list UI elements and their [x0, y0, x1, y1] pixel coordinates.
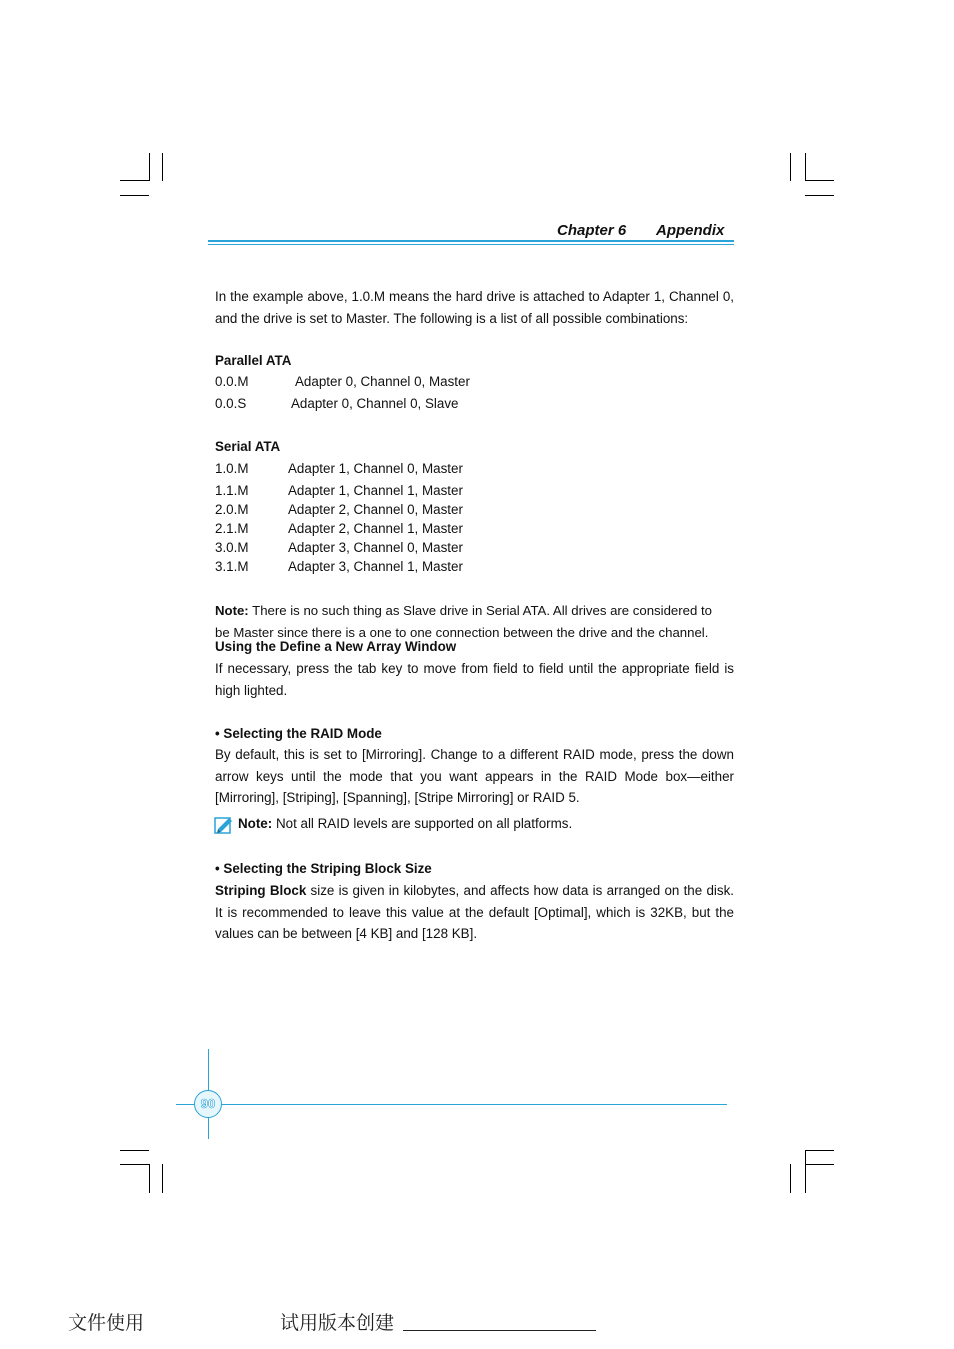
- parallel-code: 0.0.S: [215, 396, 247, 411]
- serial-desc: Adapter 3, Channel 1, Master: [288, 559, 463, 574]
- page-number: 90: [200, 1096, 216, 1111]
- crop-mark-bottom-right-h: [805, 1150, 834, 1151]
- parallel-ata-heading: Parallel ATA: [215, 353, 292, 368]
- raid-mode-heading: • Selecting the RAID Mode: [215, 726, 382, 741]
- serial-ata-heading: Serial ATA: [215, 439, 281, 454]
- crop-mark-top-right-h2: [805, 195, 834, 196]
- serial-desc: Adapter 2, Channel 0, Master: [288, 502, 463, 517]
- chapter-label: Chapter 6: [557, 222, 627, 239]
- footer-left-text: 文件使用: [68, 1312, 145, 1334]
- crop-mark-bottom-right-h2: [805, 1164, 834, 1165]
- define-array-heading: Using the Define a New Array Window: [215, 639, 457, 654]
- serial-code: 3.1.M: [215, 559, 249, 574]
- note-text-1: There is no such thing as Slave drive in Serial ATA. All drives are considered to: [252, 603, 712, 618]
- note-line-1: [215, 603, 712, 618]
- crop-mark-top-left-v2: [162, 153, 163, 181]
- crop-mark-top-left-v: [149, 153, 150, 181]
- note-line-2: be Master since there is a one to one connection between the drive and the channel.: [215, 625, 709, 640]
- crop-mark-top-left-h: [120, 180, 149, 181]
- crop-mark-top-right-v: [790, 153, 791, 181]
- crop-mark-bottom-right-v: [790, 1164, 791, 1193]
- crop-mark-top-right-v2: [805, 153, 806, 181]
- crop-mark-top-right-h: [805, 180, 834, 181]
- raid-note: [238, 816, 572, 831]
- serial-desc: Adapter 1, Channel 1, Master: [288, 483, 463, 498]
- striping-heading: • Selecting the Striping Block Size: [215, 861, 432, 876]
- section-label: Appendix: [656, 222, 725, 239]
- header-rule: [208, 240, 734, 242]
- note-pencil-icon: [214, 815, 234, 834]
- intro-paragraph: In the example above, 1.0.M means the hard drive is attached to Adapter 1, Channel 0, and the drive is set to Master. The following is a list of all possible combinations:: [215, 289, 734, 326]
- define-array-paragraph: If necessary, press the tab key to move from field to field until the appropriate field is high lighted.: [215, 661, 734, 698]
- crop-mark-bottom-left-v: [149, 1164, 150, 1193]
- footer-underline: [403, 1330, 596, 1331]
- serial-code: 1.1.M: [215, 483, 249, 498]
- raid-note-label: Note:: [238, 816, 273, 831]
- serial-desc: Adapter 2, Channel 1, Master: [288, 521, 463, 536]
- striping-text: size is given in kilobytes, and affects how data is arranged on the disk. It is recommended to leave this value at the default [Optimal], which is 32KB, but the values can be between [4 KB] and [128 KB].: [215, 883, 734, 941]
- note-label: Note:: [215, 603, 249, 618]
- serial-desc: Adapter 1, Channel 0, Master: [288, 461, 463, 476]
- parallel-desc: Adapter 0, Channel 0, Slave: [291, 396, 459, 411]
- serial-code: 2.0.M: [215, 502, 249, 517]
- footer-right-text: 试用版本创建: [280, 1312, 395, 1334]
- striping-paragraph: [215, 880, 734, 945]
- serial-code: 3.0.M: [215, 540, 249, 555]
- striping-bold-lead: Striping Block: [215, 883, 307, 898]
- parallel-code: 0.0.M: [215, 374, 249, 389]
- parallel-desc: Adapter 0, Channel 0, Master: [295, 374, 470, 389]
- serial-code: 1.0.M: [215, 461, 249, 476]
- serial-code: 2.1.M: [215, 521, 249, 536]
- raid-mode-paragraph: By default, this is set to [Mirroring]. Change to a different RAID mode, press the down arrow keys until the mode that you want appears in the RAID Mode box—either [Mirroring], [Striping], [Spanning], [Stripe Mirroring] or RAID 5.: [215, 747, 734, 805]
- serial-desc: Adapter 3, Channel 0, Master: [288, 540, 463, 555]
- page-number-hline: [176, 1104, 727, 1105]
- crop-mark-top-left-h2: [120, 195, 149, 196]
- crop-mark-bottom-left-h2: [120, 1164, 149, 1165]
- raid-note-text: Not all RAID levels are supported on all platforms.: [275, 816, 573, 831]
- crop-mark-bottom-left-v2: [162, 1164, 163, 1193]
- crop-mark-bottom-right-v2: [805, 1150, 806, 1193]
- header-rule-thin: [208, 244, 734, 245]
- crop-mark-bottom-left-h: [120, 1150, 149, 1151]
